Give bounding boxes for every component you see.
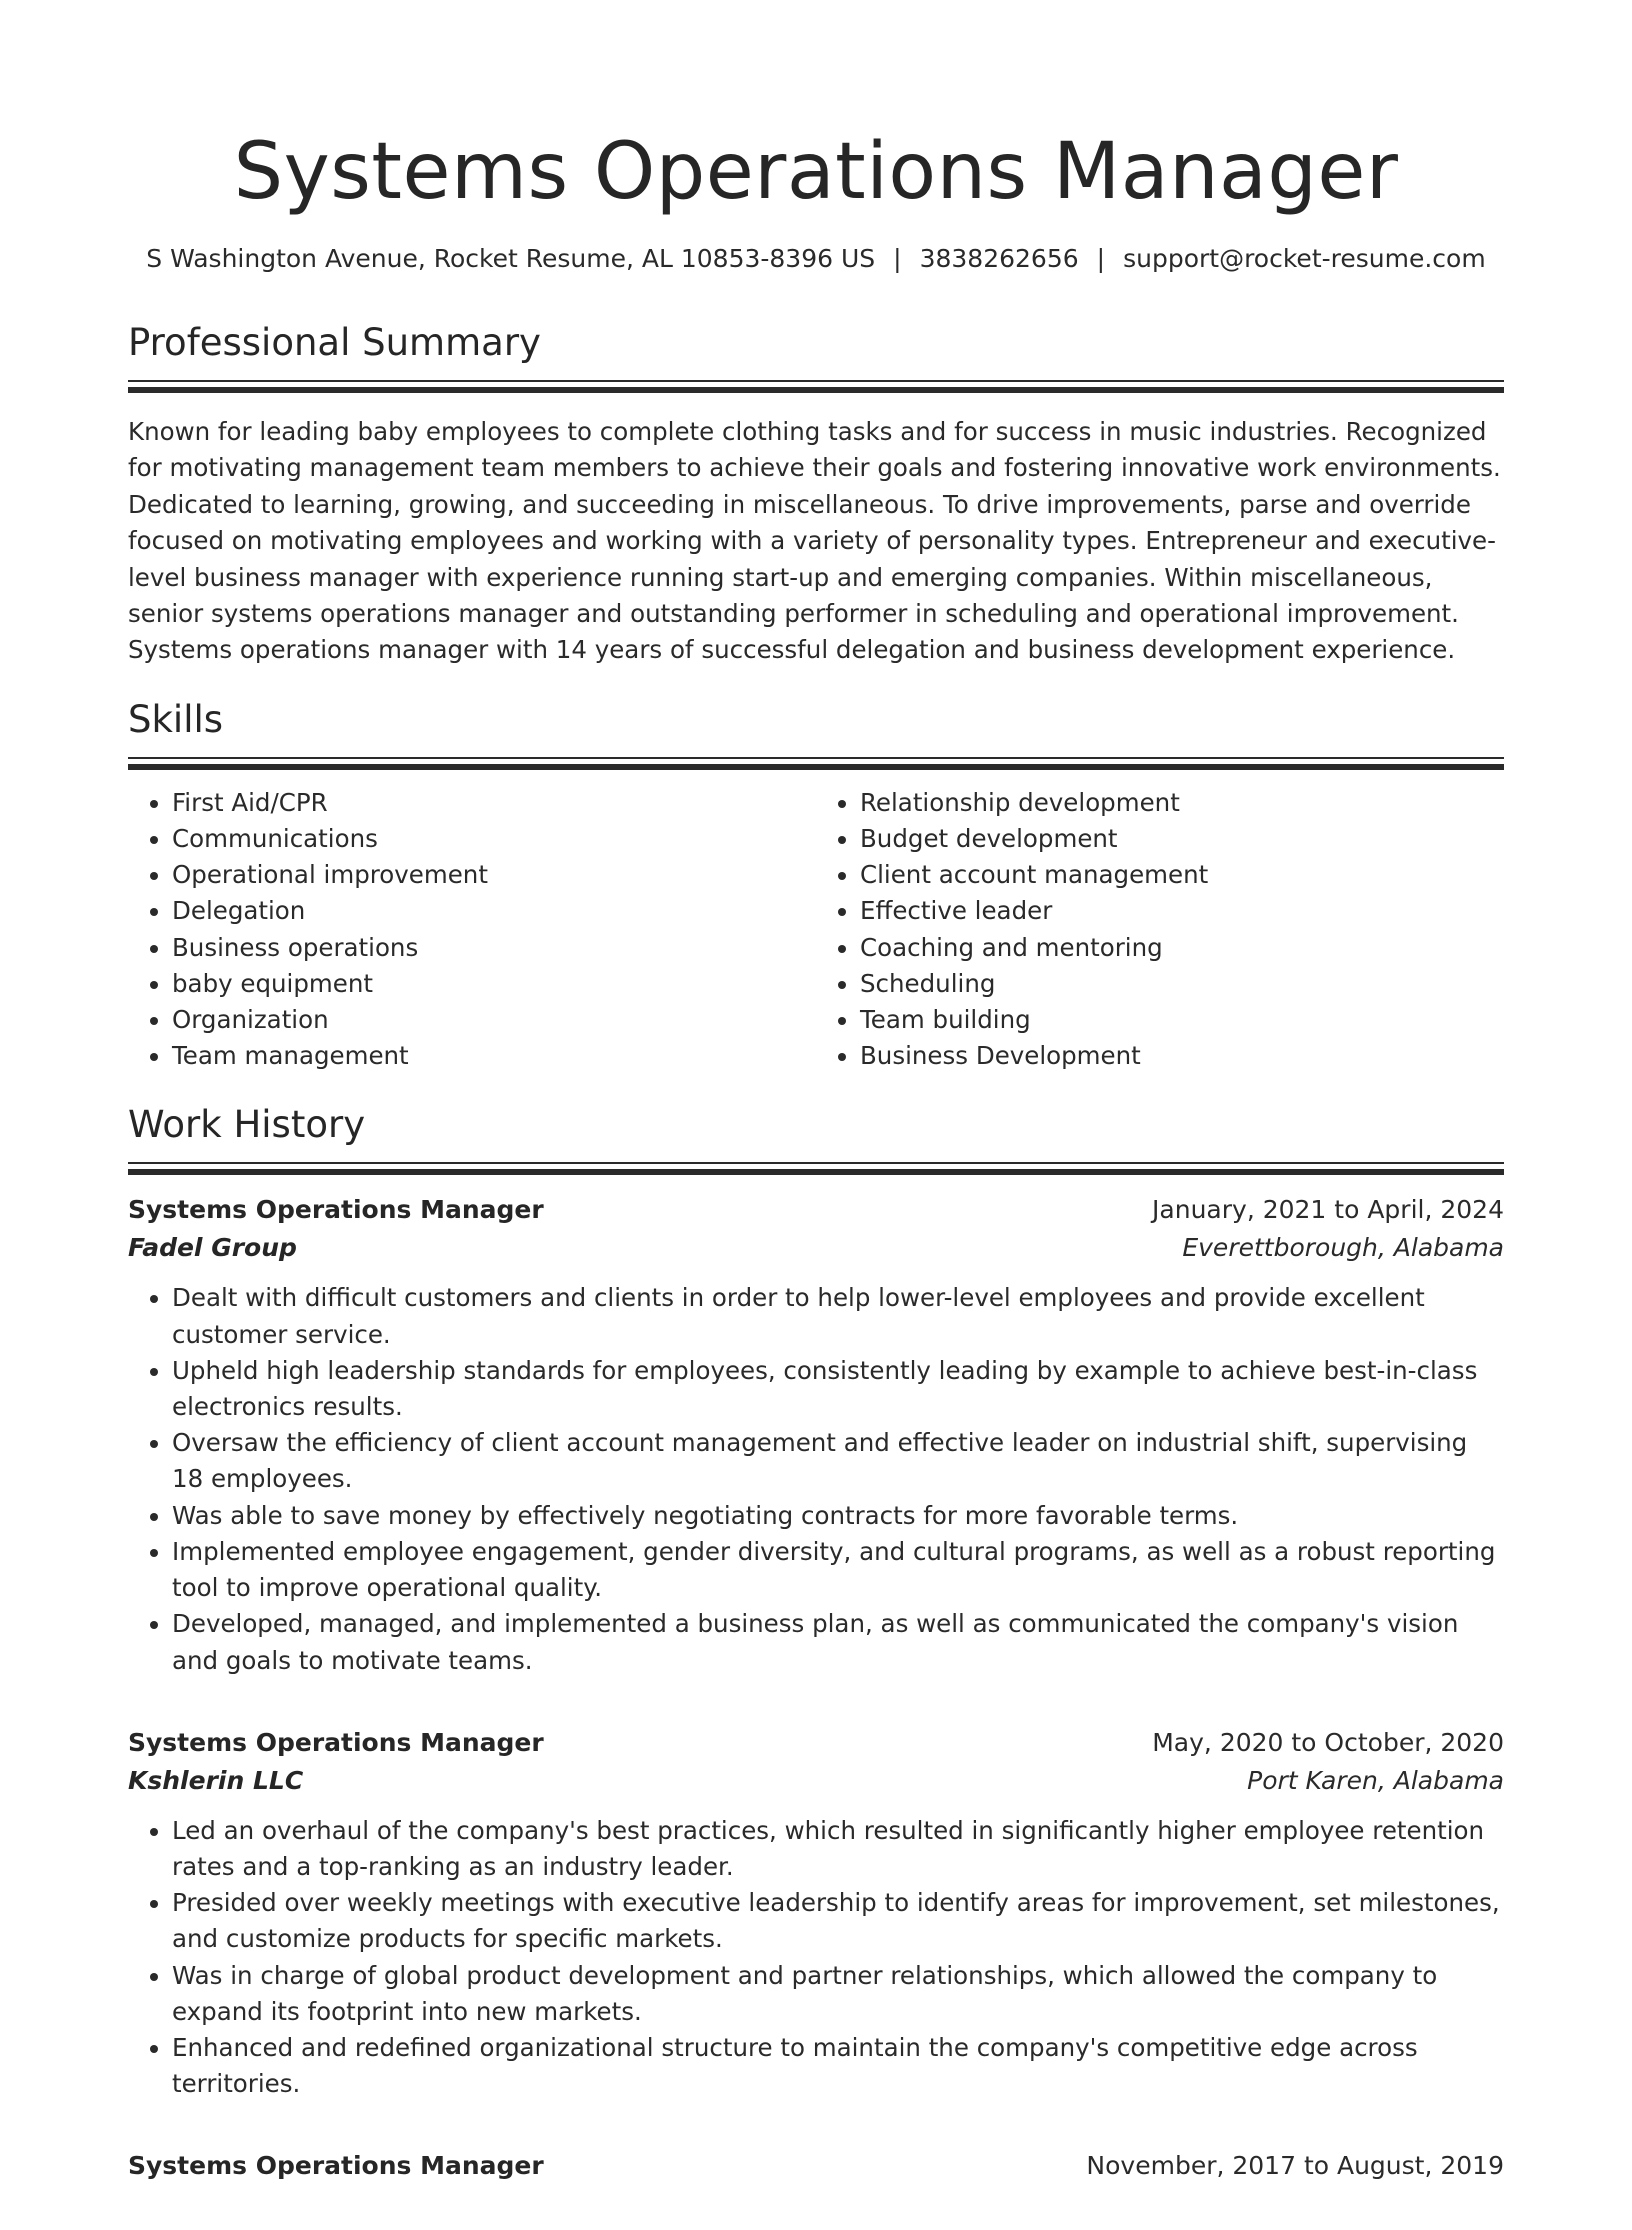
job-bullet-list (128, 1280, 1504, 1678)
skills-list-right (816, 785, 1504, 1075)
job-header-row (128, 1725, 1504, 1761)
job-bullet: • Implemented employee engagement, gender diversity, and cultural programs, as well as a robust reporting tool to improve operational quality. (172, 1534, 1504, 1606)
job-header-row (128, 1192, 1504, 1228)
contact-separator: | (1096, 244, 1106, 273)
skill-item: • Delegation (172, 893, 816, 929)
job-company: Kshlerin LLC (128, 1765, 304, 1795)
skills-section (128, 695, 1504, 1075)
job-title: Systems Operations Manager (128, 1195, 544, 1225)
job-subheader-row (128, 1228, 1504, 1268)
work-history-section (128, 1100, 1504, 2184)
job-entry (128, 2148, 1504, 2184)
work-history-heading: Work History (128, 1103, 366, 1147)
contact-email: support@rocket-resume.com (1123, 244, 1486, 273)
skill-item: • Communications (172, 821, 816, 857)
section-divider (128, 380, 1504, 382)
skill-item: • Business operations (172, 930, 816, 966)
contact-separator: | (893, 244, 902, 273)
skill-item: • Client account management (860, 857, 1504, 893)
resume-name: Systems Operations Manager (233, 127, 1399, 217)
job-title: Systems Operations Manager (128, 1727, 544, 1757)
skill-item: • Organization (172, 1002, 816, 1038)
skill-item: • Team management (172, 1038, 816, 1074)
job-entry (128, 1192, 1504, 1678)
job-dates: January, 2021 to April, 2024 (1152, 1195, 1504, 1225)
summary-text: Known for leading baby employees to complete clothing tasks and for success in music industries. Recognized for motivating management team members to achieve their goals and fostering innovative work environments. Dedicated to learning, growing, and succeeding in miscellaneous. To drive improvements, parse and override focused on motivating employees and working with a variety of personality types. Entrepreneur and executive-level business manager with experience running start-up and emerging companies. Within miscellaneous, senior systems operations manager and outstanding performer in scheduling and operational improvement. Systems operations manager with 14 years of successful delegation and business development experience. (128, 417, 1501, 665)
skill-item: • First Aid/CPR (172, 785, 816, 821)
contact-phone: 3838262656 (919, 244, 1079, 273)
job-bullet: • Led an overhaul of the company's best practices, which resulted in significantly higher employee retention rates and a top-ranking as an industry leader. (172, 1813, 1504, 1885)
job-dates: November, 2017 to August, 2019 (1086, 2151, 1504, 2181)
resume-page (0, 118, 1632, 2230)
job-title: Systems Operations Manager (128, 2151, 544, 2181)
skill-item: • Team building (860, 1002, 1504, 1038)
skill-item: • Operational improvement (172, 857, 816, 893)
job-bullet: • Enhanced and redefined organizational structure to maintain the company's competitive edge across territories. (172, 2030, 1504, 2102)
skill-item: • Coaching and mentoring (860, 930, 1504, 966)
skill-item: • Scheduling (860, 966, 1504, 1002)
summary-section (128, 318, 1504, 669)
skills-list-left (128, 785, 816, 1075)
summary-heading: Professional Summary (128, 321, 541, 364)
contact-line (128, 242, 1504, 276)
skill-item: • Business Development (860, 1038, 1504, 1074)
skill-item: • baby equipment (172, 966, 816, 1002)
job-bullet: • Was in charge of global product development and partner relationships, which allowed the company to expand its footprint into new markets. (172, 1958, 1504, 2030)
job-entry (128, 1725, 1504, 2103)
job-dates: May, 2020 to October, 2020 (1152, 1727, 1504, 1757)
section-divider (128, 1162, 1504, 1164)
skill-item: • Effective leader (860, 893, 1504, 929)
contact-address: S Washington Avenue, Rocket Resume, AL 10853-8396 US (146, 244, 876, 273)
job-location: Everettborough, Alabama (1182, 1233, 1504, 1263)
job-subheader-row (128, 1761, 1504, 1801)
skill-item: • Budget development (860, 821, 1504, 857)
job-bullet: • Dealt with difficult customers and clients in order to help lower-level employees and provide excellent customer service. (172, 1280, 1504, 1352)
job-location: Port Karen, Alabama (1247, 1765, 1504, 1795)
skill-item: • Relationship development (860, 785, 1504, 821)
job-bullet: • Presided over weekly meetings with executive leadership to identify areas for improvement, set milestones, and customize products for specific markets. (172, 1885, 1504, 1957)
job-bullet: • Oversaw the efficiency of client account management and effective leader on industrial shift, supervising 18 employees. (172, 1425, 1504, 1497)
job-bullet-list (128, 1813, 1504, 2103)
job-bullet: • Was able to save money by effectively negotiating contracts for more favorable terms. (172, 1498, 1504, 1534)
skills-heading: Skills (128, 697, 224, 741)
job-bullet: • Upheld high leadership standards for employees, consistently leading by example to achieve best-in-class electronics results. (172, 1353, 1504, 1425)
section-divider (128, 757, 1504, 759)
job-company: Fadel Group (128, 1233, 297, 1263)
skills-columns (128, 785, 1504, 1075)
job-bullet: • Developed, managed, and implemented a business plan, as well as communicated the company's vision and goals to motivate teams. (172, 1606, 1504, 1678)
job-header-row (128, 2148, 1504, 2184)
